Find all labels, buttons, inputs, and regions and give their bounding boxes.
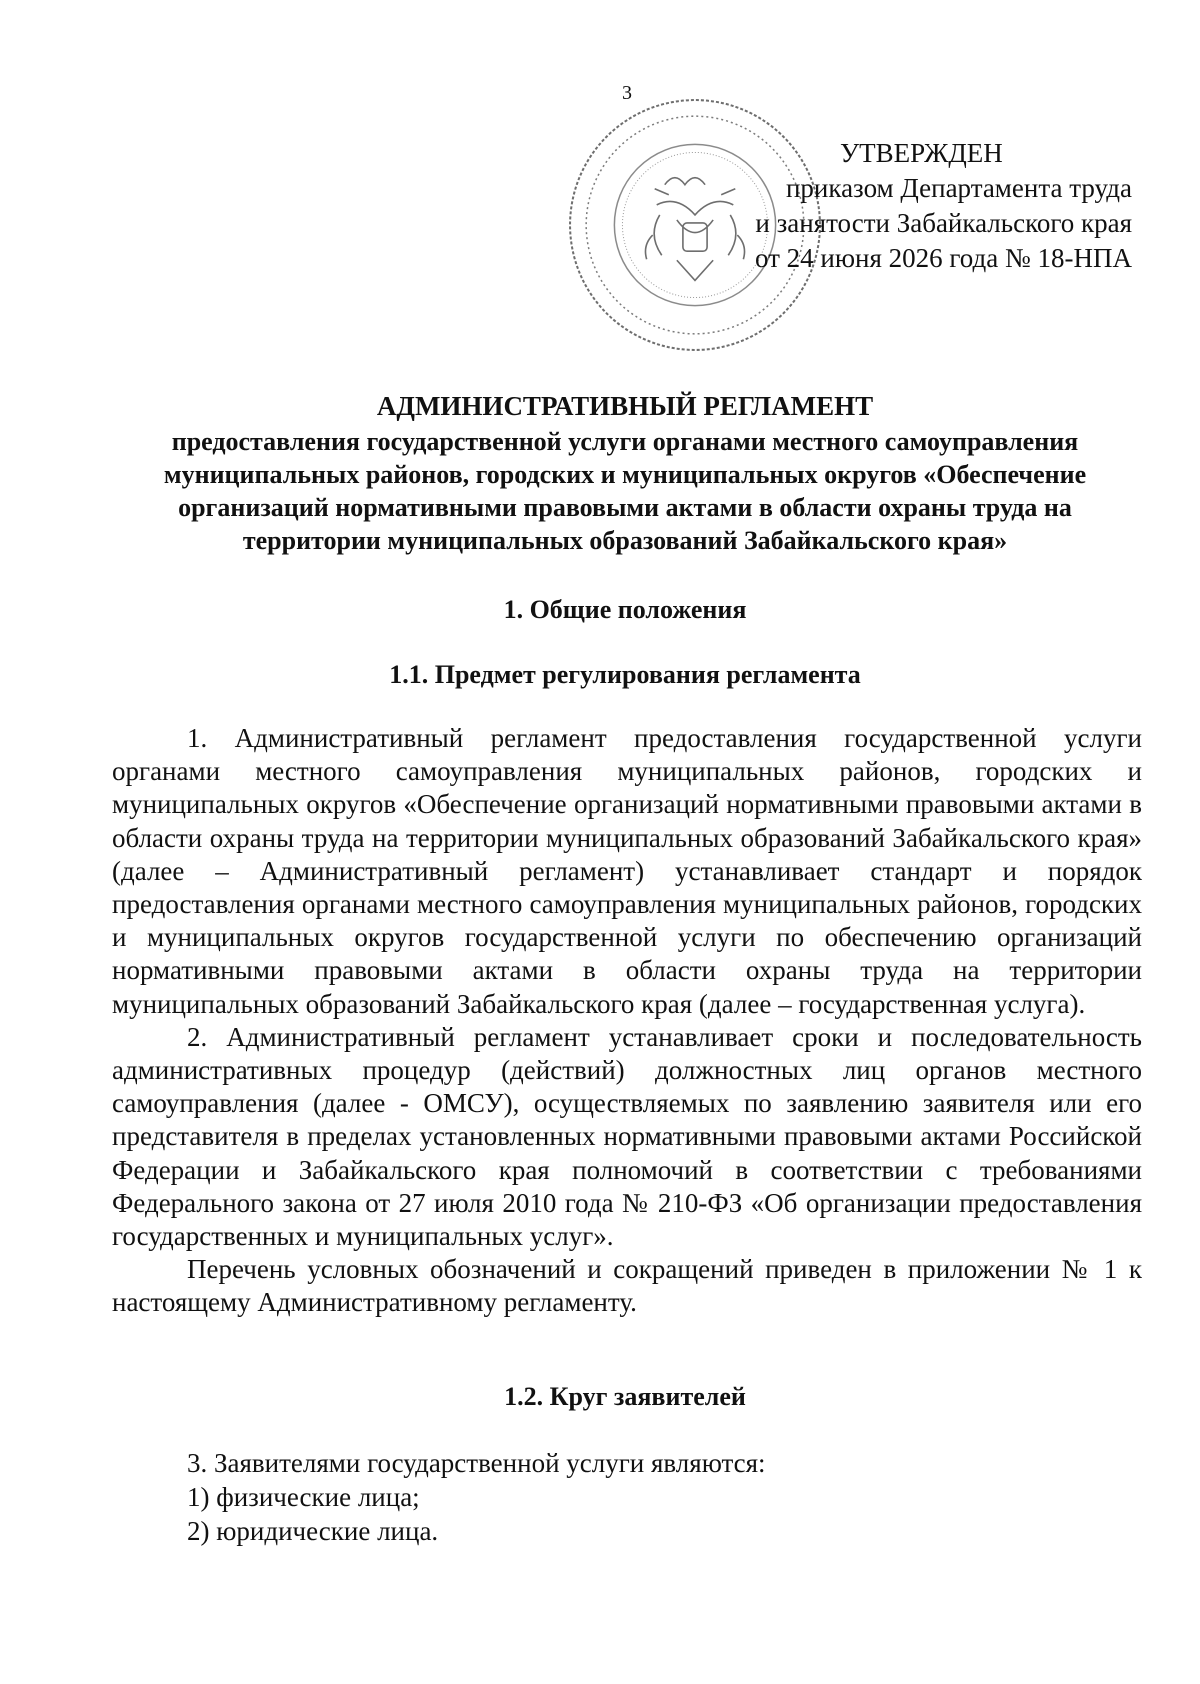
paragraph: 1. Административный регламент предоставления государственной услуги органами местного самоуправления муниципальных районов, городских и муниципальных округов «Обеспечение организаций нормативными правовыми актами в области охраны труда на территории муниципальных образований Забайкальского края» (далее – Административный регламент) устанавливает стандарт и порядок предоставления органами местного самоуправления муниципальных районов, городских и муниципальных округов государственной услуги по обеспечению организаций нормативными правовыми актами в области охраны труда на территории муниципальных образований Забайкальского края (далее – государственная услуга).: [112, 723, 1142, 1019]
list-item: 2) юридические лица.: [187, 1516, 439, 1546]
approval-line: и занятости Забайкальского края: [755, 208, 1132, 238]
list-item: 1) физические лица;: [187, 1482, 420, 1512]
section-heading-1: 1. Общие положения: [503, 595, 747, 624]
paragraph: Перечень условных обозначений и сокращений приведен в приложении № 1 к настоящему Административному регламенту.: [112, 1254, 1142, 1318]
title-subtitle-line: муниципальных районов, городских и муниципальных округов «Обеспечение: [163, 460, 1087, 489]
paragraph: 2. Административный регламент устанавливает сроки и последовательность административных процедур (действий) должностных лиц органов местного самоуправления (далее - ОМСУ), осуществляемых по заявлению заявителя или его представителя в пределах установленных нормативными правовыми актами Российской Федерации и Забайкальского края полномочий в соответствии с требованиями Федерального закона от 27 июля 2010 года № 210-ФЗ «Об организации предоставления государственных и муниципальных услуг».: [112, 1021, 1142, 1252]
applicants-list: [187, 1446, 1087, 1548]
title-subtitle-line: предоставления государственной услуги органами местного самоуправления: [171, 427, 1079, 456]
approval-line: приказом Департамента труда: [785, 173, 1132, 203]
approval-heading: УТВЕРЖДЕН: [840, 138, 1003, 168]
list-item: 3. Заявителями государственной услуги являются:: [187, 1448, 766, 1478]
section-heading-1-2: 1.2. Круг заявителей: [504, 1382, 746, 1411]
title-subtitle-line: территории муниципальных образований Забайкальского края»: [242, 526, 1008, 555]
document-title: [110, 390, 1140, 557]
title-main: АДМИНИСТРАТИВНЫЙ РЕГЛАМЕНТ: [376, 391, 874, 421]
page-number: 3: [622, 82, 632, 104]
section-1-1-body: [112, 722, 1142, 1320]
section-heading-1-1: 1.1. Предмет регулирования регламента: [389, 660, 861, 689]
approval-line: от 24 июня 2026 года № 18-НПА: [754, 243, 1132, 273]
title-subtitle-line: организаций нормативными правовыми актами в области охраны труда на: [178, 493, 1072, 522]
approval-block: [730, 136, 1132, 276]
